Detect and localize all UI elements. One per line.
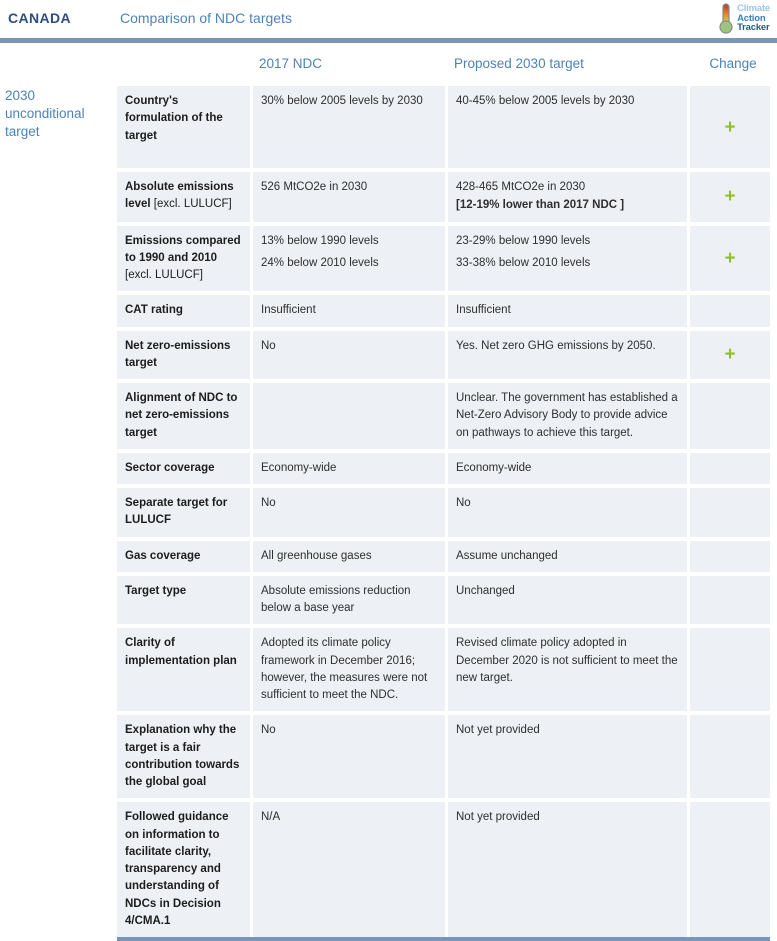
- cell-change: [690, 715, 770, 798]
- cell-2017-ndc: Economy-wide: [253, 453, 445, 484]
- cell-change: [690, 541, 770, 572]
- cell-change: [690, 172, 770, 222]
- cell-proposed-2030: Insufficient: [448, 295, 687, 326]
- cell-proposed-2030: No: [448, 488, 687, 537]
- column-header-2017-ndc: 2017 NDC: [259, 56, 323, 71]
- cell-change: [690, 331, 770, 380]
- cell-proposed-2030: Assume unchanged: [448, 541, 687, 572]
- cell-change: [690, 226, 770, 292]
- cell-2017-ndc: 13% below 1990 levels 24% below 2010 levels: [253, 226, 445, 292]
- logo-wordmark: [737, 4, 770, 33]
- country-title: CANADA: [8, 10, 72, 26]
- cell-2017-ndc: 526 MtCO2e in 2030: [253, 172, 445, 222]
- row-label-cell: Followed guidance on information to facilitate clarity, transparency and understanding of NDCs in Decision 4/CMA.1: [117, 802, 250, 937]
- logo-word-tracker: Tracker: [737, 22, 770, 34]
- page-title: Comparison of NDC targets: [120, 10, 292, 26]
- row-label-cell: Country's formulation of the target: [117, 86, 250, 168]
- row-label-cell: Emissions compared to 1990 and 2010 [excl. LULUCF]: [117, 226, 250, 292]
- cell-2017-ndc: No: [253, 331, 445, 380]
- cell-2017-ndc: Absolute emissions reduction below a base year: [253, 576, 445, 625]
- cell-2017-ndc: [253, 383, 445, 449]
- plus-icon: +: [724, 186, 736, 208]
- cell-proposed-2030: Not yet provided: [448, 715, 687, 798]
- cell-2017-ndc: No: [253, 488, 445, 537]
- row-label-cell: Target type: [117, 576, 250, 625]
- cell-change: [690, 576, 770, 625]
- column-header-proposed-2030: Proposed 2030 target: [454, 56, 584, 71]
- table-body: [117, 86, 777, 937]
- cell-change: [690, 453, 770, 484]
- cell-2017-ndc: N/A: [253, 802, 445, 937]
- page-header: [0, 0, 777, 38]
- cell-proposed-2030: Yes. Net zero GHG emissions by 2050.: [448, 331, 687, 380]
- cell-change: [690, 628, 770, 711]
- climate-action-tracker-logo[interactable]: [718, 3, 770, 34]
- plus-icon: +: [724, 247, 736, 269]
- column-header-spacer: [120, 56, 253, 71]
- cell-2017-ndc: 30% below 2005 levels by 2030: [253, 86, 445, 168]
- column-header-row: [0, 43, 777, 86]
- plus-icon: +: [724, 116, 736, 138]
- cell-change: [690, 295, 770, 326]
- cell-change: [690, 802, 770, 937]
- cell-proposed-2030: Unclear. The government has established a Net-Zero Advisory Body to provide advice on pathways to achieve this target.: [448, 383, 687, 449]
- section-label-2030-unconditional-target: 2030 unconditional target: [5, 88, 85, 140]
- cell-2017-ndc: Insufficient: [253, 295, 445, 326]
- cell-proposed-2030: Unchanged: [448, 576, 687, 625]
- cell-proposed-2030: 428-465 MtCO2e in 2030 [12-19% lower than 2017 NDC ]: [448, 172, 687, 222]
- row-label-cell: Sector coverage: [117, 453, 250, 484]
- logo-word-action: Action: [737, 12, 766, 24]
- cell-proposed-2030: Revised climate policy adopted in December 2020 is not sufficient to meet the new target.: [448, 628, 687, 711]
- row-label-cell: Separate target for LULUCF: [117, 488, 250, 537]
- comparison-table: [0, 86, 777, 937]
- logo-word-climate: Climate: [737, 3, 770, 15]
- column-header-change: Change: [709, 56, 757, 71]
- cell-2017-ndc: Adopted its climate policy framework in December 2016; however, the measures were not sufficient to meet the NDC.: [253, 628, 445, 711]
- cell-2017-ndc: All greenhouse gases: [253, 541, 445, 572]
- column-header-spacer: [0, 56, 117, 71]
- cell-change: [690, 383, 770, 449]
- row-label-cell: CAT rating: [117, 295, 250, 326]
- cell-proposed-2030: 23-29% below 1990 levels 33-38% below 2010 levels: [448, 226, 687, 292]
- cell-change: [690, 488, 770, 537]
- row-label-cell: Clarity of implementation plan: [117, 628, 250, 711]
- row-label-cell: Explanation why the target is a fair contribution towards the global goal: [117, 715, 250, 798]
- cell-proposed-2030: Economy-wide: [448, 453, 687, 484]
- thermometer-icon: [718, 3, 734, 34]
- row-label-cell: Net zero-emissions target: [117, 331, 250, 380]
- row-label-cell: Absolute emissions level [excl. LULUCF]: [117, 172, 250, 222]
- cell-proposed-2030: 40-45% below 2005 levels by 2030: [448, 86, 687, 168]
- table-bottom-divider: [117, 937, 770, 941]
- cell-2017-ndc: No: [253, 715, 445, 798]
- plus-icon: +: [724, 344, 736, 366]
- row-label-cell: Alignment of NDC to net zero-emissions target: [117, 383, 250, 449]
- row-label-cell: Gas coverage: [117, 541, 250, 572]
- cell-change: [690, 86, 770, 168]
- cell-proposed-2030: Not yet provided: [448, 802, 687, 937]
